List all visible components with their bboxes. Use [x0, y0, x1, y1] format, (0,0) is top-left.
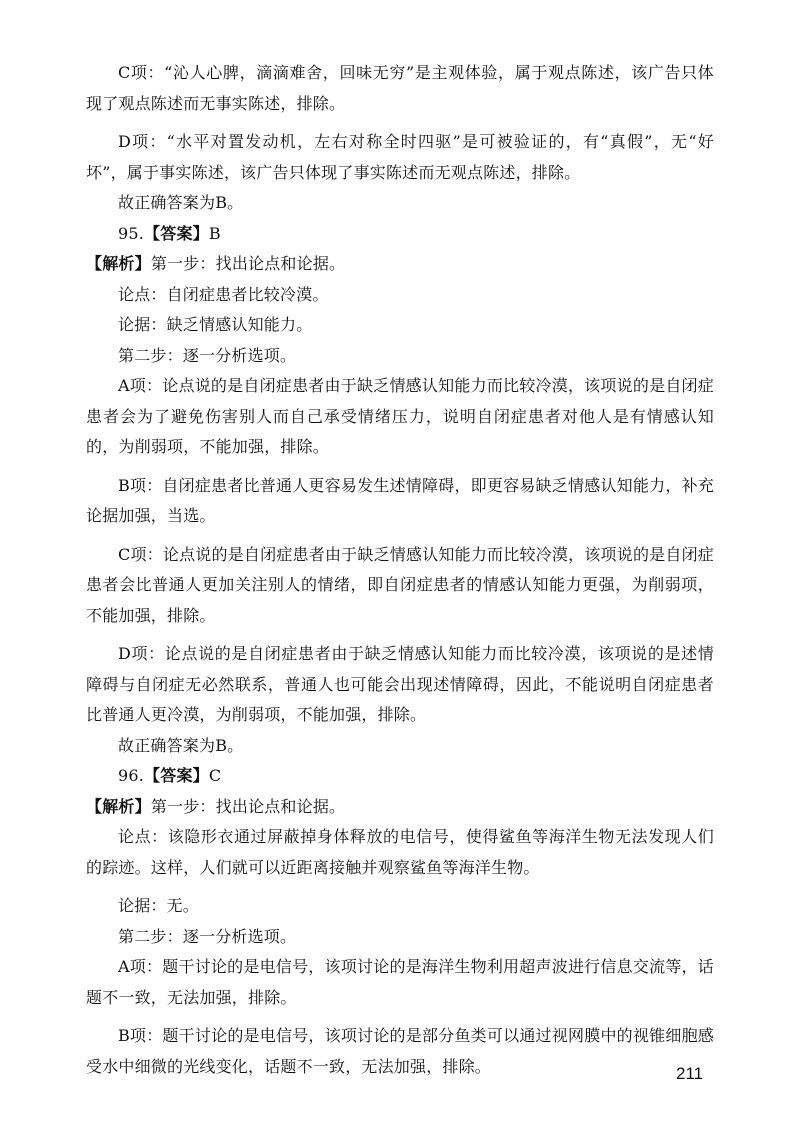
paragraph	[86, 341, 714, 372]
paragraph-text: 第二步：逐一分析选项。	[118, 345, 297, 365]
section-label: 【解析】	[86, 796, 151, 816]
paragraph	[86, 310, 714, 341]
paragraph-text: 论据：缺乏情感认知能力。	[118, 315, 313, 334]
paragraph	[86, 891, 714, 922]
paragraph-text: B	[208, 223, 221, 243]
section-label: 【解析】	[86, 254, 151, 273]
paragraph	[86, 249, 714, 280]
paragraph-text: 第一步：找出论点和论据。	[150, 796, 346, 816]
paragraph-text: 第一步：找出论点和论据。	[150, 254, 346, 273]
paragraph-text: B项：题干讨论的是电信号，该项讨论的是部分鱼类可以通过视网膜中的视锥细胞感受水中细微的光线变化，话题不一致，无法加强，排除。	[86, 1026, 714, 1076]
paragraph	[86, 540, 714, 632]
paragraph	[86, 471, 714, 532]
question-number: 96.	[118, 766, 145, 785]
paragraph	[86, 761, 714, 792]
paragraph-text: D项：论点说的是自闭症患者由于缺乏情感认知能力而比较冷漠，该项说的是述情障碍与自闭症无必然联系，普通人也可能会出现述情障碍，因此，不能说明自闭症患者比普通人更冷漠，为削弱项，不能加强，排除。	[86, 644, 714, 724]
section-label: 【答案】	[144, 223, 209, 243]
paragraph-text: C	[208, 766, 222, 785]
paragraph	[86, 58, 714, 119]
paragraph-text: 论点：自闭症患者比较冷漠。	[118, 284, 329, 304]
paragraph-text: A项：论点说的是自闭症患者由于缺乏情感认知能力而比较冷漠，该项说的是自闭症患者会为了避免伤害别人而自己承受情绪压力，说明自闭症患者对他人是有情感认知的，为削弱项，不能加强，排除。	[86, 376, 714, 456]
page-number: 211	[676, 1064, 704, 1083]
paragraph	[86, 731, 714, 762]
paragraph-text: 论点：该隐形衣通过屏蔽掉身体释放的电信号，使得鲨鱼等海洋生物无法发现人们的踪迹。这样，人们就可以近距离接触并观察鲨鱼等海洋生物。	[86, 827, 714, 877]
paragraph	[86, 639, 714, 731]
paragraph	[86, 792, 714, 823]
paragraph-text: D项：“水平对置发动机，左右对称全时四驱”是可被验证的，有“真假”，无“好坏”，属于事实陈述，该广告只体现了事实陈述而无观点陈述，排除。	[86, 132, 714, 182]
paragraph-text: C项：论点说的是自闭症患者由于缺乏情感认知能力而比较冷漠，该项说的是自闭症患者会比普通人更加关注别人的情绪，即自闭症患者的情感认知能力更强，为削弱项，不能加强，排除。	[86, 544, 714, 625]
paragraph	[86, 188, 714, 219]
page-body	[86, 58, 714, 1082]
paragraph-text: C项：“沁人心脾，滴滴难舍，回味无穷”是主观体验，属于观点陈述，该广告只体现了观点陈述而无事实陈述，排除。	[86, 63, 714, 113]
paragraph-text: 故正确答案为B。	[118, 193, 244, 212]
paragraph-text: 故正确答案为B。	[118, 735, 244, 755]
paragraph	[86, 922, 714, 953]
paragraph-text: 论据：无。	[118, 896, 200, 915]
paragraph	[86, 1021, 714, 1082]
section-label: 【答案】	[144, 766, 209, 785]
paragraph	[86, 822, 714, 883]
paragraph	[86, 952, 714, 1013]
paragraph	[86, 280, 714, 311]
paragraph	[86, 219, 714, 250]
question-number: 95.	[118, 223, 145, 243]
paragraph-text: A项：题干讨论的是电信号，该项讨论的是海洋生物利用超声波进行信息交流等，话题不一致，无法加强，排除。	[86, 957, 714, 1007]
paragraph	[86, 371, 714, 463]
paragraph-text: B项：自闭症患者比普通人更容易发生述情障碍，即更容易缺乏情感认知能力，补充论据加强，当选。	[86, 475, 714, 525]
paragraph	[86, 127, 714, 188]
paragraph-text: 第二步：逐一分析选项。	[118, 926, 297, 946]
